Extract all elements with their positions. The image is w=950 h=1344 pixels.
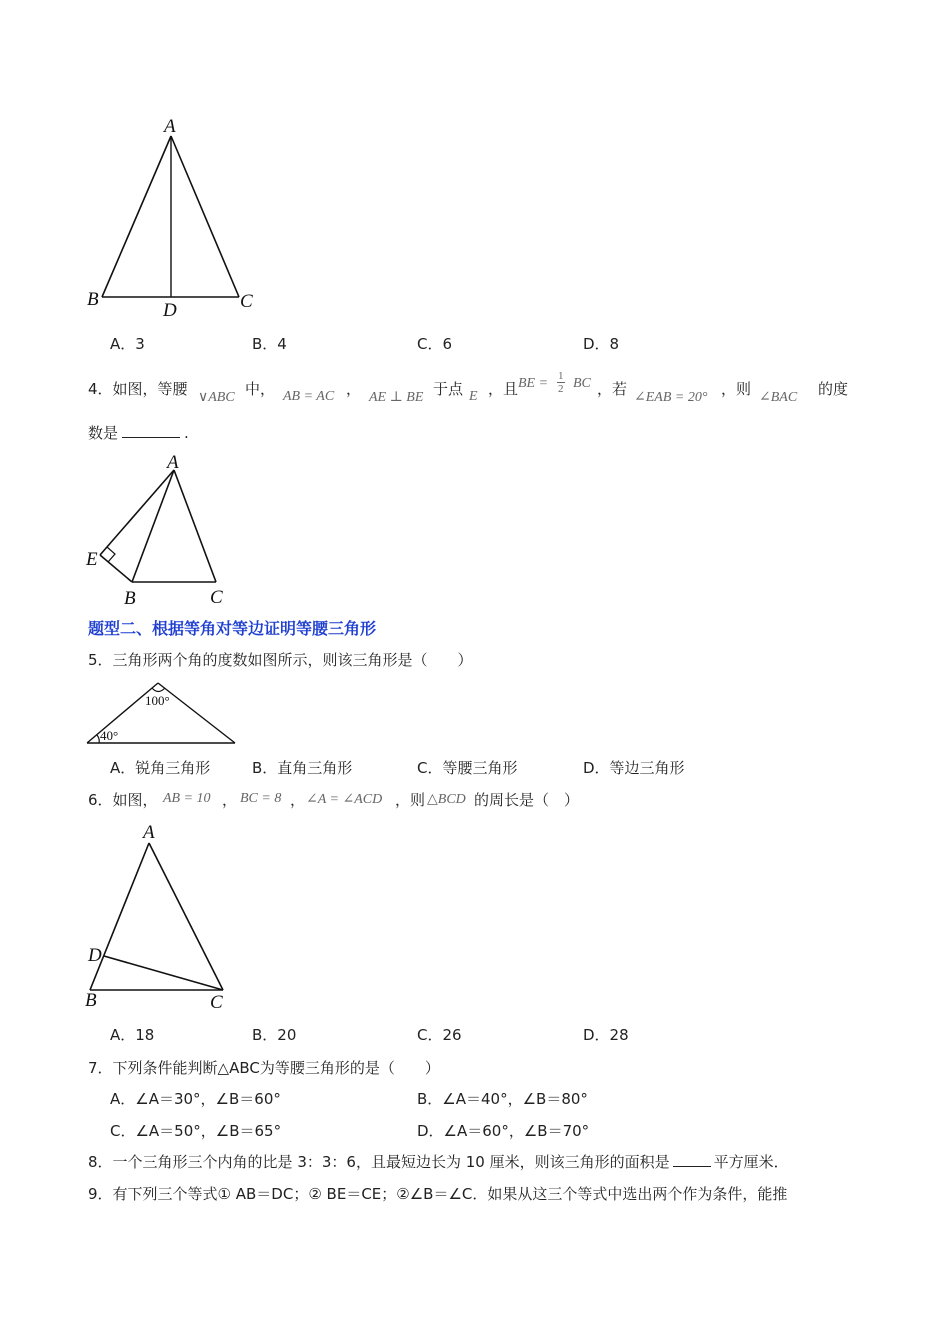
q4-be-eq: BE = bbox=[518, 376, 549, 391]
q4-line2 bbox=[88, 423, 189, 443]
q4-shushi: 数是 bbox=[88, 424, 119, 442]
q5-option-a[interactable]: A．锐角三角形 bbox=[110, 759, 211, 777]
q6-angle-eq: ∠A = ∠ACD bbox=[306, 792, 383, 807]
angle-label-100: 100° bbox=[145, 693, 170, 708]
q8-text: 8．一个三角形三个内角的比是 3：3：6，且最短边长为 10 厘米，则该三角形的面积是 bbox=[88, 1153, 670, 1171]
q5-option-c[interactable]: C．等腰三角形 bbox=[417, 759, 518, 777]
frac-denominator: 2 bbox=[558, 383, 564, 395]
q4-bc: BC bbox=[573, 376, 591, 391]
q4-period: . bbox=[184, 424, 189, 442]
q4-ruo: ，若 bbox=[597, 380, 628, 398]
q6-ze: ，则 bbox=[395, 791, 426, 809]
q6-comma1: ， bbox=[222, 791, 238, 809]
q4-qie: ，且 bbox=[488, 380, 519, 398]
q4-angle-bac: ∠BAC bbox=[759, 390, 798, 405]
vertex-label-c: C bbox=[240, 291, 253, 312]
q4-number: 4．如图，等腰 bbox=[88, 380, 188, 398]
q7-option-d[interactable]: D．∠A＝60°，∠B＝70° bbox=[417, 1122, 590, 1140]
angle-label-40: 40° bbox=[100, 728, 119, 743]
vertex-label-a: A bbox=[167, 452, 179, 473]
q4-point-e: E bbox=[469, 389, 478, 404]
vertex-label-a: A bbox=[143, 822, 155, 843]
q6-option-b[interactable]: B．20 bbox=[252, 1026, 297, 1044]
q8-answer-blank[interactable] bbox=[673, 1152, 711, 1167]
q6-ab-10: AB = 10 bbox=[163, 791, 211, 806]
triangle-figure-q3 bbox=[80, 110, 280, 325]
vertex-label-b: B bbox=[87, 289, 99, 310]
vertex-label-b: B bbox=[124, 588, 136, 608]
q8-line bbox=[88, 1152, 789, 1172]
q4-fraction-half bbox=[557, 370, 565, 395]
triangle-figure-q4 bbox=[80, 448, 240, 608]
q4-triangle-abc: ∨ABC bbox=[198, 390, 235, 405]
vertex-label-c: C bbox=[210, 587, 223, 608]
q4-ab-eq-ac: AB = AC bbox=[283, 389, 335, 404]
q9-text: 9．有下列三个等式① AB＝DC；② BE＝CE；②∠B＝∠C．如果从这三个等式中选出两个作为条件，能推 bbox=[88, 1185, 788, 1203]
frac-numerator: 1 bbox=[558, 370, 564, 382]
q7-text: 7．下列条件能判断△ABC为等腰三角形的是（ ） bbox=[88, 1059, 440, 1077]
vertex-label-d: D bbox=[88, 945, 102, 966]
q3-option-d[interactable]: D．8 bbox=[583, 335, 620, 353]
q4-comma: ， bbox=[346, 380, 362, 398]
q3-option-a[interactable]: A．3 bbox=[110, 335, 145, 353]
q6-option-c[interactable]: C．26 bbox=[417, 1026, 462, 1044]
q7-option-b[interactable]: B．∠A＝40°，∠B＝80° bbox=[417, 1090, 588, 1108]
q6-number: 6．如图， bbox=[88, 791, 158, 809]
q4-ze: ，则 bbox=[721, 380, 752, 398]
q6-tail: 的周长是（ ） bbox=[474, 791, 580, 809]
q6-comma2: ， bbox=[290, 791, 306, 809]
triangle-figure-q5 bbox=[82, 676, 242, 748]
q4-dedu: 的度 bbox=[818, 380, 849, 398]
q3-option-c[interactable]: C．6 bbox=[417, 335, 453, 353]
vertex-label-d: D bbox=[163, 300, 177, 321]
q6-triangle-bcd: △BCD bbox=[427, 792, 466, 807]
q8-unit: 平方厘米． bbox=[713, 1153, 789, 1171]
q5-text: 5．三角形两个角的度数如图所示，则该三角形是（ ） bbox=[88, 651, 473, 669]
q7-option-a[interactable]: A．∠A＝30°，∠B＝60° bbox=[110, 1090, 281, 1108]
q4-yudian: 于点 bbox=[433, 380, 464, 398]
q4-ae-perp-be: AE ⊥ BE bbox=[369, 390, 424, 405]
q5-option-d[interactable]: D．等边三角形 bbox=[583, 759, 685, 777]
q4-angle-eab: ∠EAB = 20° bbox=[634, 390, 708, 405]
q6-option-a[interactable]: A．18 bbox=[110, 1026, 155, 1044]
vertex-label-e: E bbox=[86, 549, 98, 570]
q6-bc-8: BC = 8 bbox=[240, 791, 282, 806]
q6-option-d[interactable]: D．28 bbox=[583, 1026, 629, 1044]
q4-answer-blank[interactable] bbox=[122, 423, 180, 438]
q4-zhong: 中， bbox=[245, 380, 276, 398]
vertex-label-b: B bbox=[85, 990, 97, 1011]
q5-option-b[interactable]: B．直角三角形 bbox=[252, 759, 353, 777]
section-heading: 题型二、根据等角对等边证明等腰三角形 bbox=[88, 619, 377, 638]
vertex-label-c: C bbox=[210, 992, 223, 1013]
vertex-label-a: A bbox=[164, 116, 176, 137]
q7-option-c[interactable]: C．∠A＝50°，∠B＝65° bbox=[110, 1122, 282, 1140]
triangle-figure-q6 bbox=[80, 818, 240, 1018]
q3-option-b[interactable]: B．4 bbox=[252, 335, 287, 353]
